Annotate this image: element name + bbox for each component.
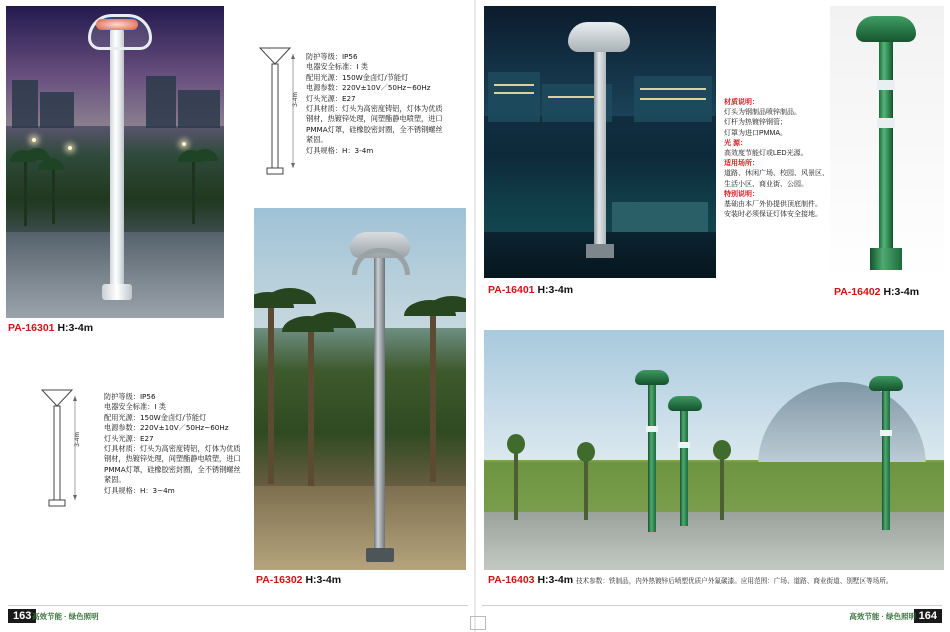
special-note-heading: 特别说明： (724, 190, 759, 198)
caption-code: PA-16402 (834, 286, 881, 298)
caption-pa16402 (834, 286, 919, 298)
dimension-label-top: 3-4m (291, 92, 299, 107)
spec-line: 钢材，热镀锌处理，间塑酯静电喷塑，进口 (104, 454, 241, 464)
caption-code: PA-16301 (8, 322, 55, 334)
material-note-line: 灯头为钢制品喷锌制品。 (724, 109, 801, 117)
page-gutter (474, 0, 476, 632)
page-number-right: 164 (914, 609, 942, 623)
caption-pa16401 (488, 284, 573, 296)
spec-line: 防护等级：IP56 (104, 392, 156, 401)
spec-line: 电源参数：220V±10V／50Hz~60Hz (306, 83, 431, 93)
caption-code: PA-16302 (256, 574, 303, 586)
figure-photo-pa16301 (6, 6, 224, 318)
spec-line: PMMA灯罩，硅橡胶密封圈，全不锈钢螺丝 (306, 124, 443, 134)
footer-text-right: 高效节能 · 绿色照明 (849, 612, 916, 621)
caption-pa16302 (256, 574, 341, 586)
figure-photo-pa16403 (484, 330, 944, 570)
spec-block-top (306, 52, 443, 156)
caption-code: PA-16401 (488, 284, 535, 296)
application-heading: 适用场所： (724, 160, 759, 168)
spec-line: 灯头光源：E27 (306, 93, 356, 103)
material-note-block (724, 98, 836, 220)
spec-line: 灯具材质：灯头为高密度铸铝，灯体为优质 (306, 104, 443, 114)
spec-line: 灯头光源：E27 (104, 433, 154, 443)
spec-line: 电器安全标准：I 类 (306, 62, 368, 72)
lamp-line-drawing-bottom (34, 382, 80, 512)
spec-line: PMMA灯罩，硅橡胶密封圈，全不锈钢螺丝 (104, 464, 241, 474)
spec-line: 灯具规格：H：3-4m (306, 145, 374, 155)
application-line: 生活小区、商业街、公园。 (724, 180, 808, 188)
caption-spec: H:3-4m (537, 574, 574, 586)
caption-spec: H:3-4m (305, 574, 342, 586)
caption-pa16301 (8, 322, 93, 334)
caption-code: PA-16403 (488, 574, 535, 586)
spec-line: 灯具规格：H：3~4m (104, 485, 175, 495)
spec-line: 电器安全标准：I 类 (104, 402, 166, 412)
caption-spec: H:3-4m (537, 284, 574, 296)
lamp-line-drawing-top (252, 40, 298, 180)
caption-note: 技术参数：铁制品，内外热镀锌后喷塑优质户外氟碳漆。应用范围：广场、道路、商业街道、别墅区等场所。 (575, 578, 893, 585)
figure-photo-pa16402 (830, 6, 944, 282)
special-note-line: 基础由本厂外协提供顶底制件。 (724, 201, 822, 209)
caption-pa16403 (488, 574, 892, 586)
spec-line: 紧固。 (306, 135, 328, 145)
caption-spec: H:3-4m (57, 322, 94, 334)
figure-photo-pa16302 (254, 208, 466, 570)
footer-center-mark (470, 616, 486, 630)
spec-line: 灯具材质：灯头为高密度铸铝，灯体为优质 (104, 444, 241, 454)
figure-photo-pa16401 (484, 6, 716, 278)
dimension-label-bottom: 3-4m (73, 432, 81, 447)
spec-line: 钢材，热镀锌处理，间塑酯静电喷塑，进口 (306, 114, 443, 124)
application-line: 道路、休闲广场、校园、风景区、 (724, 170, 829, 178)
material-note-line: 灯罩为进口PMMA。 (724, 129, 787, 137)
material-note-heading: 材质说明： (724, 99, 759, 106)
spec-line: 防护等级：IP56 (306, 52, 358, 61)
spec-line: 配用光源：150W金卤灯/节能灯 (306, 72, 409, 82)
spec-line: 配用光源：150W金卤灯/节能灯 (104, 412, 207, 422)
caption-spec: H:3-4m (883, 286, 920, 298)
footer-text-left: 高效节能 · 绿色照明 (32, 612, 99, 621)
spec-line: 电源参数：220V±10V／50Hz~60Hz (104, 423, 229, 433)
spec-line: 紧固。 (104, 475, 126, 485)
spec-block-bottom (104, 392, 241, 496)
light-source-line: 高效度节能灯或LED光源。 (724, 150, 808, 158)
special-note-line: 安装时必须保证灯体安全接地。 (724, 211, 822, 219)
light-source-heading: 光 源： (724, 139, 747, 147)
page-number-left: 163 (8, 609, 36, 623)
material-note-line: 灯杆为热镀锌钢管； (724, 119, 787, 127)
